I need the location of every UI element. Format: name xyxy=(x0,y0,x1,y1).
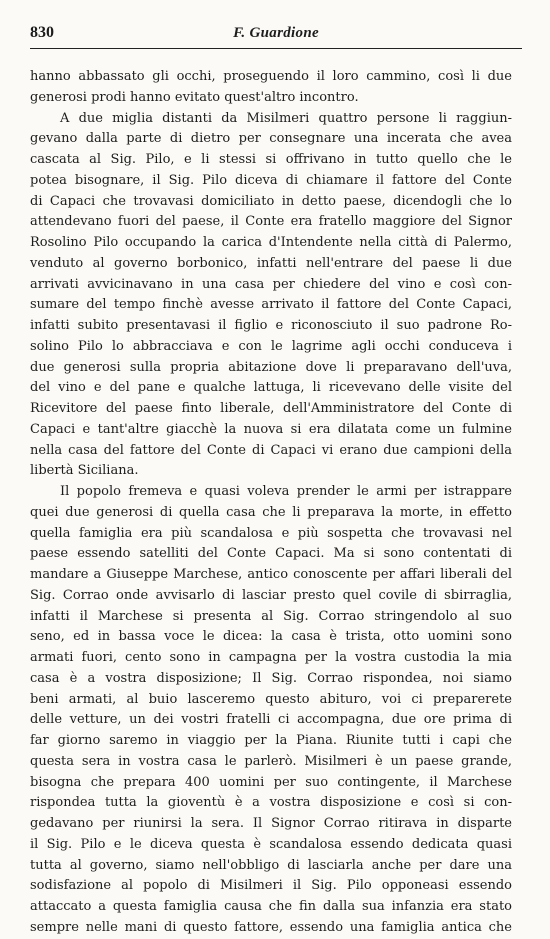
page-number: 830 xyxy=(30,24,54,41)
text-line: gevano dalla parte di dietro per consegnare una incerata che avea xyxy=(30,131,512,147)
text-line: infatti subito presentavasi il figlio e riconosciuto il suo padrone Ro- xyxy=(30,318,512,333)
text-line: Ricevitore del paese finto liberale, dell'Amministratore del Conte di xyxy=(30,401,512,416)
running-head: F. Guardione xyxy=(233,25,319,41)
text-line: di Capaci che trovavasi domiciliato in detto paese, dicendogli che lo xyxy=(30,193,512,209)
text-line: paese essendo satelliti del Conte Capaci. Ma si sono contentati di xyxy=(30,546,512,562)
text-line: delle vetture, un dei vostri fratelli ci accompagna, due ore prima di xyxy=(30,712,512,728)
text-line: hanno abbassato gli occhi, proseguendo il loro cammino, così li due xyxy=(30,69,512,84)
text-line: cascata al Sig. Pilo, e li stessi si offrivano in tutto quello che le xyxy=(30,152,512,167)
text-line: Sig. Corrao onde avvisarlo di lasciar presto quel covile di sbirraglia, xyxy=(30,587,512,603)
text-line: infatti il Marchese si presenta al Sig. Corrao stringendolo al suo xyxy=(30,608,512,624)
text-line: due generosi sulla propria abitazione dove li preparavano dell'uva, xyxy=(30,359,512,375)
text-line: arrivati avvicinavano in una casa per chiedere del vino e così con- xyxy=(30,276,512,292)
text-line: far giorno saremo in viaggio per la Piana. Riunite tutti i capi che xyxy=(30,733,512,748)
text-line: Il popolo fremeva e quasi voleva prender le armi per istrappare xyxy=(60,484,512,499)
text-line: generosi prodi hanno evitato quest'altro incontro. xyxy=(30,89,359,105)
text-line: libertà Siciliana. xyxy=(30,463,139,479)
text-line: venduto al governo borbonico, infatti nell'entrare del paese li due xyxy=(30,255,512,271)
text-line: rispondea tutta la gioventù è a vostra disposizione e così si con- xyxy=(30,795,512,811)
page-header xyxy=(30,24,522,49)
text-line: tutta al governo, siamo nell'obbligo di lasciarla anche per dare una xyxy=(30,857,512,873)
text-line: Rosolino Pilo occupando la carica d'Intendente nella città di Palermo, xyxy=(30,235,512,250)
text-line: potea bisognare, il Sig. Pilo diceva di chiamare il fattore del Conte xyxy=(30,172,512,188)
text-line: il Sig. Pilo e le diceva questa è scandalosa essendo dedicata quasi xyxy=(30,836,512,852)
text-line: solino Pilo lo abbracciava e con le lagrime agli occhi conduceva i xyxy=(30,338,512,354)
body-text xyxy=(30,67,512,939)
text-line: sempre nelle mani di questo fattore, essendo una famiglia antica che xyxy=(30,919,512,935)
text-line: sodisfazione al popolo di Misilmeri il Sig. Pilo opponeasi essendo xyxy=(30,878,512,894)
text-line: quei due generosi di quella casa che li preparava la morte, in effetto xyxy=(30,504,512,520)
text-line: del vino e del pane e qualche lattuga, li ricevevano delle visite del xyxy=(30,380,512,396)
text-line: armati fuori, cento sono in campagna per la vostra custodia la mia xyxy=(30,650,512,665)
text-line: mandare a Giuseppe Marchese, antico conoscente per affari liberali del xyxy=(30,567,512,582)
text-line: nella casa del fattore del Conte di Capaci vi erano due campioni della xyxy=(30,442,512,458)
text-line: Capaci e tant'altre giacchè la nuova si era dilatata come un fulmine xyxy=(30,421,512,437)
text-line: attaccato a questa famiglia causa che fin dalla sua infanzia era stato xyxy=(30,899,512,914)
text-line: quella famiglia era più scandalosa e più sospetta che trovavasi nel xyxy=(30,525,512,541)
text-line: seno, ed in bassa voce le dicea: la casa è trista, otto uomini sono xyxy=(30,629,512,645)
text-line: beni armati, al buio lasceremo questo abituro, voi ci preparerete xyxy=(30,691,512,707)
text-line: questa sera in vostra casa le parlerò. Misilmeri è un paese grande, xyxy=(30,753,512,769)
text-line: A due miglia distanti da Misilmeri quattro persone li raggiun- xyxy=(60,110,512,126)
text-line: gedavano per riunirsi la sera. Il Signor Corrao ritirava in disparte xyxy=(30,816,512,831)
text-line: sumare del tempo finchè avesse arrivato il fattore del Conte Capaci, xyxy=(30,297,512,313)
text-line: casa è a vostra disposizione; Il Sig. Corrao rispondea, noi siamo xyxy=(30,670,512,686)
text-line: attendevano fuori del paese, il Conte era fratello maggiore del Signor xyxy=(30,214,512,230)
text-line: bisogna che prepara 400 uomini per suo contingente, il Marchese xyxy=(30,774,512,790)
